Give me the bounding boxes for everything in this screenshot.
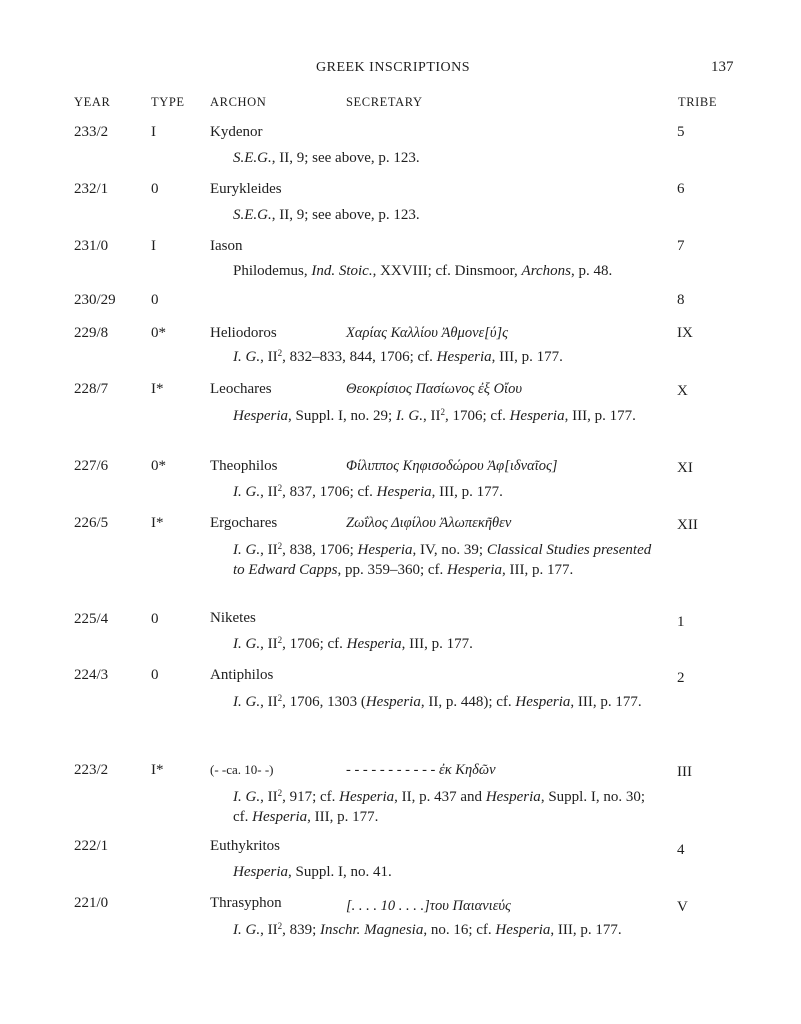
row-reference: I. G., $II^2$, 832–833, 844, 1706; cf. Hesperia, III, p. 177. [233,348,563,365]
row-type: I* [151,762,164,778]
row-reference: Hesperia, Suppl. I, no. 41. [233,864,392,880]
row-type: I* [151,515,164,531]
row-year: 232/1 [74,181,109,197]
row-archon: Kydenor [210,124,263,140]
row-archon: Niketes [210,610,256,626]
row-type: I [151,238,156,254]
row-tribe: XII [677,517,698,533]
row-tribe: 8 [677,292,685,308]
row-type: 0 [151,292,159,308]
row-tribe: V [677,899,688,915]
row-year: 221/0 [74,895,109,911]
row-year: 233/2 [74,124,109,140]
row-archon: Euthykritos [210,838,280,854]
row-reference: I. G., $II^2$, 837, 1706; cf. Hesperia, III, p. 177. [233,483,503,500]
row-tribe: X [677,383,688,399]
row-archon: Leochares [210,381,272,397]
row-reference: Hesperia, Suppl. I, no. 29; I. G., $II^2$, 1706; cf. Hesperia, III, p. 177. [233,407,636,424]
row-year: 222/1 [74,838,109,854]
row-year: 231/0 [74,238,109,254]
row-tribe: 6 [677,181,685,197]
row-secretary: Φίλιππος Κηφισοδώρου Ἀφ[ιδναῖος] [346,458,558,474]
row-type: 0 [151,611,159,627]
row-archon: Eurykleides [210,181,282,197]
row-year: 228/7 [74,381,109,397]
row-year: 227/6 [74,458,109,474]
column-header-type: TYPE [151,95,185,109]
row-archon: Thrasyphon [210,895,282,911]
row-year: 225/4 [74,611,109,627]
row-year: 223/2 [74,762,109,778]
row-type: 0 [151,667,159,683]
row-archon: Theophilos [210,458,278,474]
row-reference: I. G., $II^2$, 1706; cf. Hesperia, III, p. 177. [233,635,473,652]
row-year: 230/29 [74,292,116,308]
row-tribe: XI [677,460,693,476]
row-reference: Philodemus, Ind. Stoic., XXVIII; cf. Dinsmoor, Archons, p. 48. [233,263,613,279]
row-reference: S.E.G., II, 9; see above, p. 123. [233,207,420,223]
row-tribe: 5 [677,124,685,140]
row-tribe: IX [677,325,693,341]
row-type: I [151,124,156,140]
page-number: 137 [711,59,734,75]
row-tribe: 2 [677,670,685,686]
column-header-year: YEAR [74,95,111,109]
row-tribe: 4 [677,842,685,858]
row-type: I* [151,381,164,397]
row-type: 0* [151,325,166,341]
row-tribe: 1 [677,614,685,630]
row-year: 229/8 [74,325,109,341]
row-reference: I. G., $II^2$, 917; cf. Hesperia, II, p. 437 and Hesperia, Suppl. I, no. 30; cf. Hesperia, III, p. 177. [233,788,645,825]
row-reference: I. G., $II^2$, 838, 1706; Hesperia, IV, no. 39; Classical Studies presented to Edward Capps, pp. 359–360; cf. Hesperia, III, p. 177. [233,541,652,578]
row-type: 0* [151,458,166,474]
row-secretary: Ζωΐλος Διφίλου Ἀλωπεκῆθεν [346,515,512,531]
row-archon: Ergochares [210,515,278,531]
row-tribe: III [677,764,692,780]
row-secretary: Χαρίας Καλλίου Ἀθμονε[ύ]ς [346,325,509,341]
row-secretary: - - - - - - - - - - - ἐκ Κηδῶν [346,762,496,778]
page-title: GREEK INSCRIPTIONS [316,60,471,75]
column-header-archon: ARCHON [210,95,267,109]
row-archon: Antiphilos [210,667,274,683]
row-year: 226/5 [74,515,109,531]
row-archon: Heliodoros [210,325,277,341]
row-archon: Iason [210,238,243,254]
row-reference: I. G., $II^2$, 1706, 1303 (Hesperia, II, p. 448); cf. Hesperia, III, p. 177. [233,693,642,710]
column-header-tribe: TRIBE [678,95,718,109]
row-reference: S.E.G., II, 9; see above, p. 123. [233,150,420,166]
row-archon: (- -ca. 10- -) [210,762,274,777]
row-year: 224/3 [74,667,109,683]
row-reference: I. G., $II^2$, 839; Inschr. Magnesia, no. 16; cf. Hesperia, III, p. 177. [233,921,622,938]
row-secretary: [. . . . 10 . . . .]του Παιανιεύς [346,898,511,914]
row-type: 0 [151,181,159,197]
row-secretary: Θεοκρίσιος Πασίωνος ἐξ Οἴου [346,381,522,397]
column-header-secretary: SECRETARY [346,95,423,109]
row-tribe: 7 [677,238,685,254]
